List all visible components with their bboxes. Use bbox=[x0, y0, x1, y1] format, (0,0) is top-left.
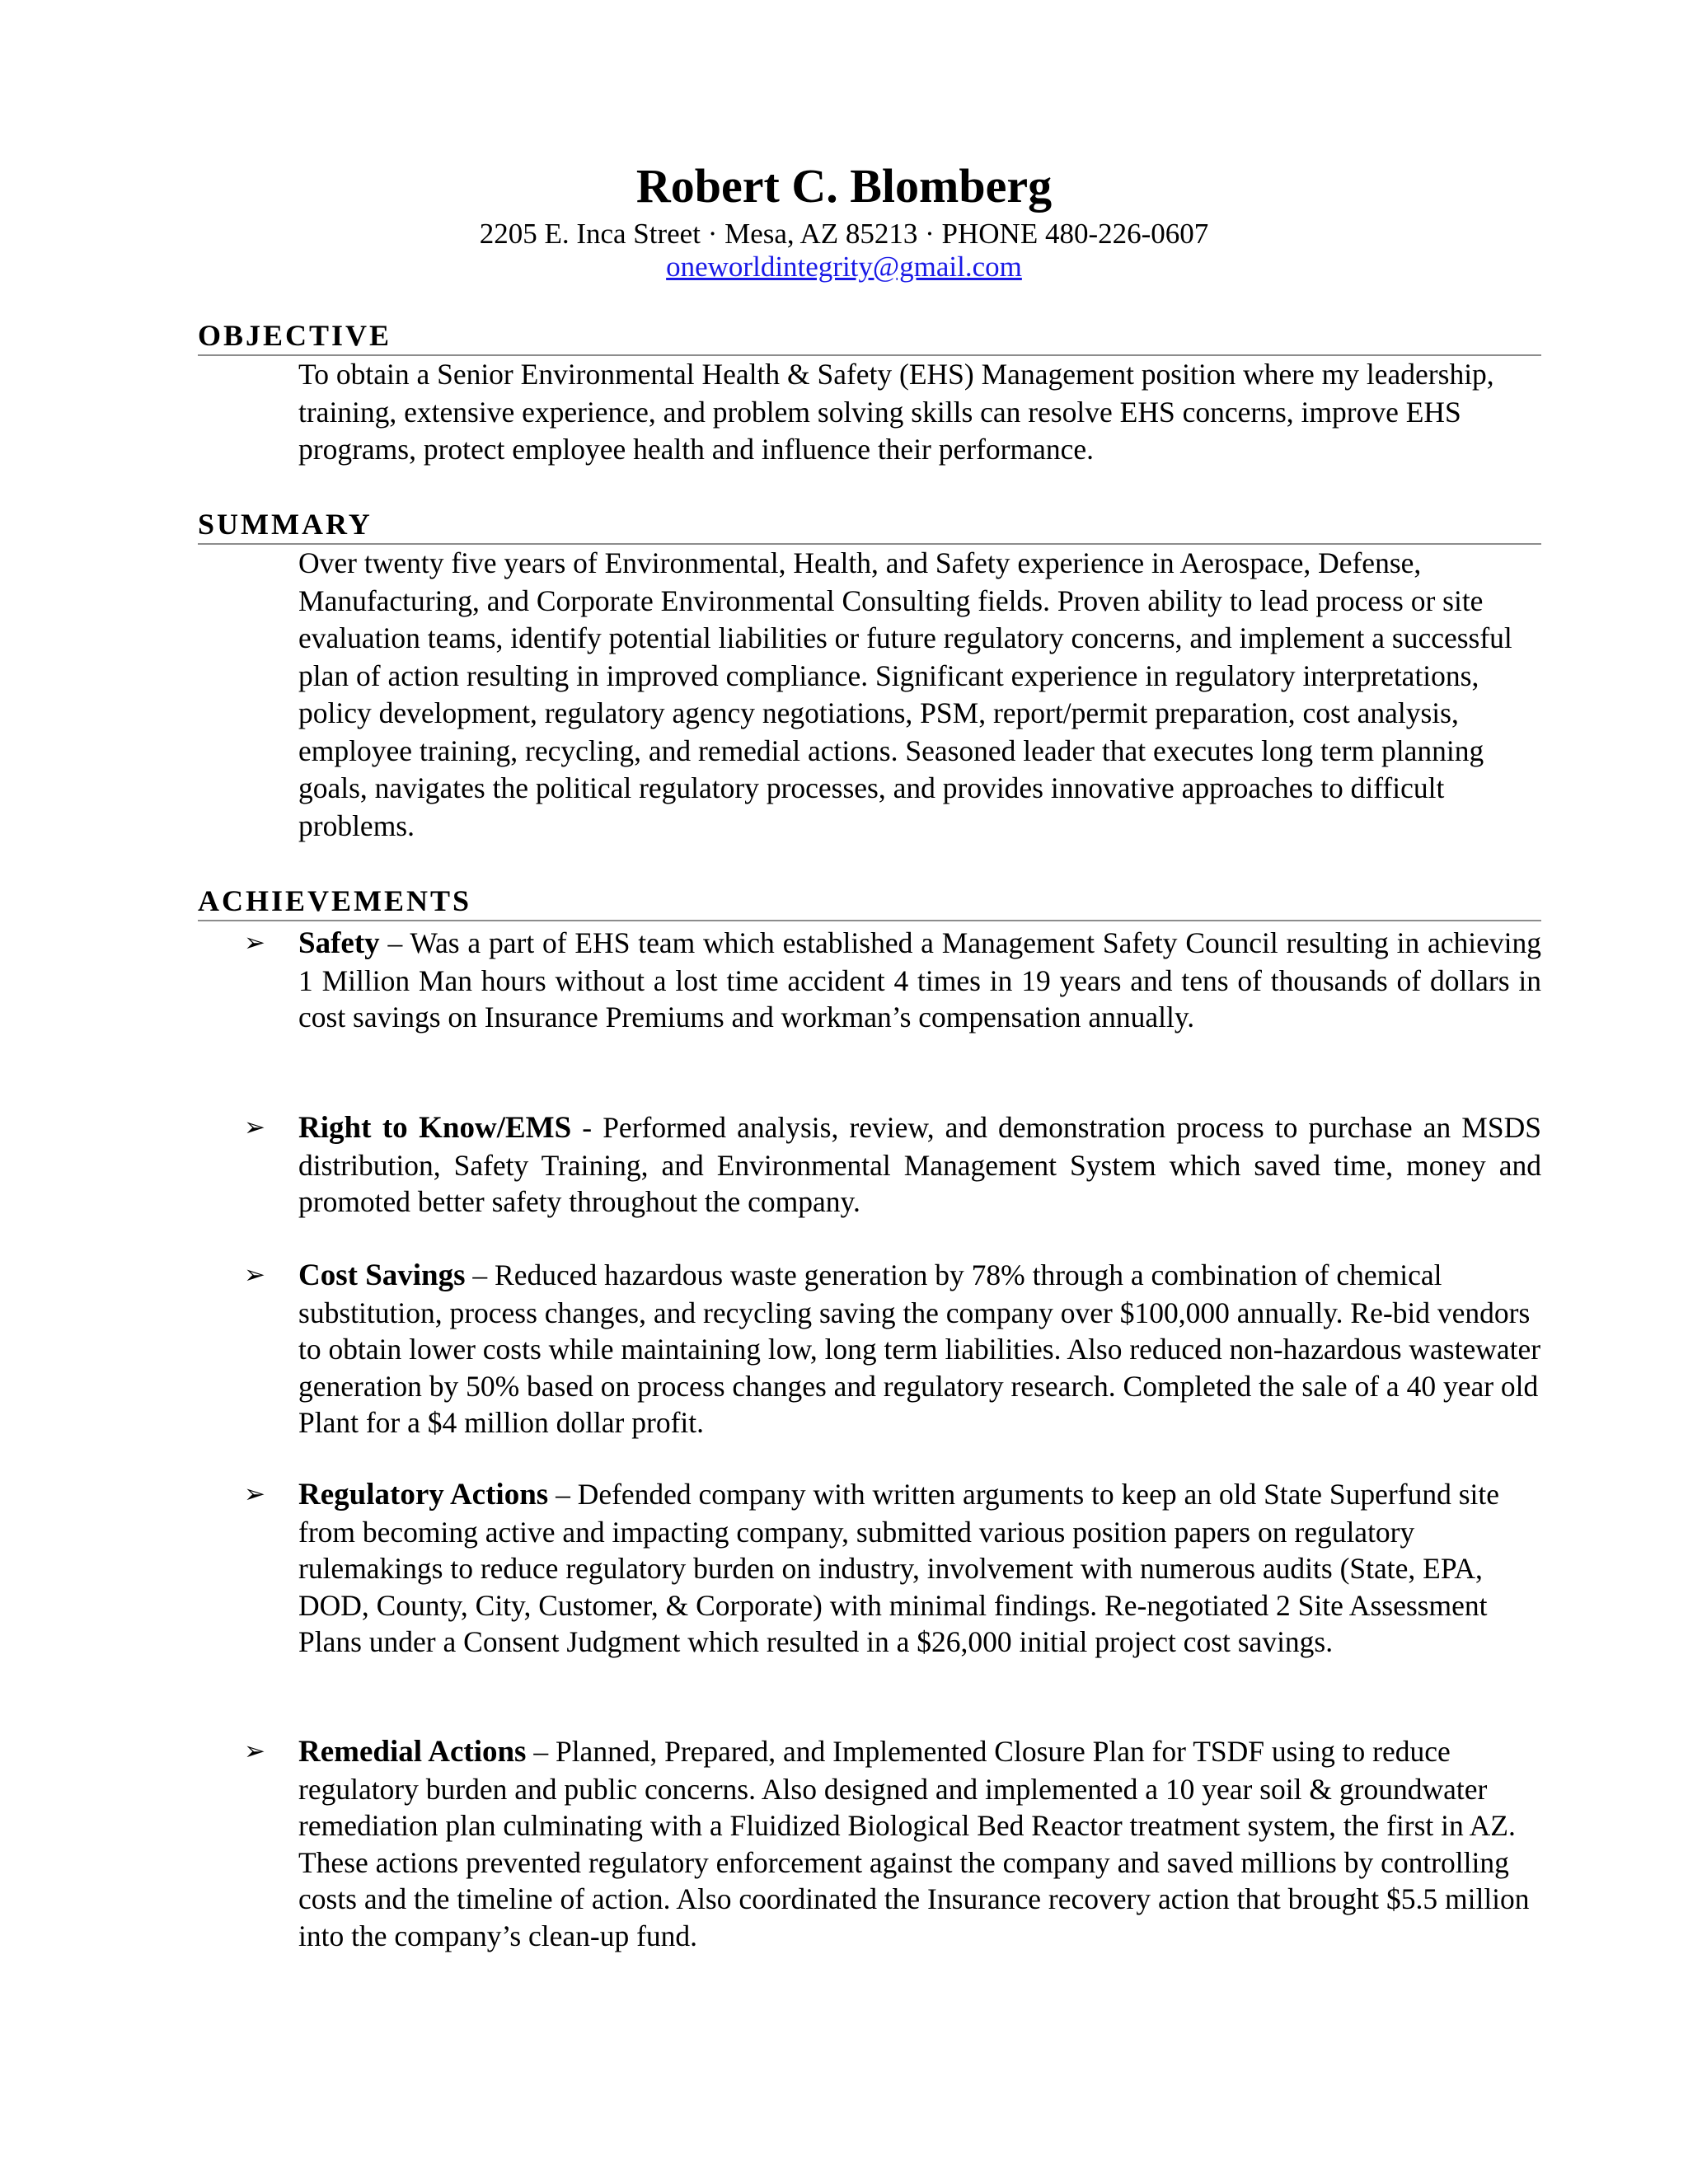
achievement-body bbox=[298, 925, 1541, 1036]
achievement-text: Reduced hazardous waste generation by 78% through a combination of chemical substitution, process changes, and recycling saving the company over $100,000 annually. Re-bid vendors to obtain lower costs while maintaining low, long term liabilities. Also reduced non-hazardous wastewater generation by 50% based on process changes and regulatory research. Completed the sale of a 40 year old Plant for a $4 million dollar profit. bbox=[298, 1258, 1541, 1439]
arrow-bullet-icon: ➢ bbox=[244, 1479, 265, 1509]
achievements-section bbox=[198, 883, 1541, 921]
achievement-title: Remedial Actions bbox=[298, 1735, 527, 1769]
achievement-title: Cost Savings bbox=[298, 1258, 466, 1292]
summary-heading: SUMMARY bbox=[198, 507, 1541, 545]
achievement-separator: – bbox=[465, 1258, 495, 1291]
achievement-body bbox=[298, 1733, 1541, 1954]
achievement-body bbox=[298, 1109, 1541, 1221]
arrow-bullet-icon: ➢ bbox=[244, 1260, 265, 1290]
achievement-text: Defended company with written arguments to keep an old State Superfund site from becoming active and impacting company, submitted various position papers on regulatory rulemakings to reduce regulatory burden on industry, involvement with numerous audits (State, EPA, DOD, County, City, Customer, & Corporate) with minimal findings. Re-negotiated 2 Site Assessment Plans under a Consent Judgment which resulted in a $26,000 initial project cost savings. bbox=[298, 1478, 1499, 1658]
summary-text: Over twenty five years of Environmental, Health, and Safety experience in Aerospace, Defense, Manufacturing, and Corporate Environmental Consulting fields. Proven ability to lead process or site evaluation teams, identify potential liabilities or future regulatory concerns, and implement a successful plan of action resulting in improved compliance. Significant experience in regulatory interpretations, policy development, regulatory agency negotiations, PSM, report/permit preparation, cost analysis, employee training, recycling, and remedial actions. Seasoned leader that executes long term planning goals, navigates the political regulatory processes, and provides innovative approaches to difficult problems. bbox=[298, 546, 1512, 842]
objective-section bbox=[198, 318, 1541, 469]
achievement-separator: – bbox=[379, 926, 410, 959]
arrow-bullet-icon: ➢ bbox=[244, 1113, 265, 1142]
objective-heading: OBJECTIVE bbox=[198, 318, 1541, 356]
achievement-title: Regulatory Actions bbox=[298, 1478, 549, 1511]
arrow-bullet-icon: ➢ bbox=[244, 928, 265, 958]
achievement-body bbox=[298, 1476, 1541, 1661]
contact-line: 2205 E. Inca Street · Mesa, AZ 85213 · PHONE 480-226-0607 bbox=[479, 218, 1209, 250]
achievements-heading: ACHIEVEMENTS bbox=[198, 883, 1541, 921]
achievement-text: Performed analysis, review, and demonstration process to purchase an MSDS distribution, Safety Training, and Environmental Management System which saved time, money and promoted better safety throughout the company. bbox=[298, 1111, 1541, 1218]
achievement-title: Right to Know/EMS bbox=[298, 1111, 572, 1145]
achievement-body bbox=[298, 1257, 1541, 1441]
arrow-bullet-icon: ➢ bbox=[244, 1736, 265, 1766]
summary-section bbox=[198, 507, 1541, 845]
candidate-name: Robert C. Blomberg bbox=[635, 159, 1053, 213]
achievement-text: Planned, Prepared, and Implemented Closure Plan for TSDF using to reduce regulatory burden and public concerns. Also designed and implemented a 10 year soil & groundwater remediation plan culminating with a Fluidized Biological Bed Reactor treatment system, the first in AZ. These actions prevented regulatory enforcement against the company and saved millions by controlling costs and the timeline of action. Also coordinated the Insurance recovery action that brought $5.5 million into the company’s clean-up fund. bbox=[298, 1735, 1530, 1952]
achievement-separator: – bbox=[526, 1735, 556, 1768]
objective-text: To obtain a Senior Environmental Health & Safety (EHS) Management position where my leadership, training, extensive experience, and problem solving skills can resolve EHS concerns, improve EHS programs, protect employee health and influence their performance. bbox=[298, 358, 1494, 466]
email-line bbox=[0, 249, 1688, 285]
achievement-title: Safety bbox=[298, 926, 380, 960]
email-link[interactable]: oneworldintegrity@gmail.com bbox=[666, 251, 1022, 283]
achievement-separator: - bbox=[571, 1111, 603, 1144]
achievement-separator: – bbox=[548, 1478, 578, 1511]
achievement-text: Was a part of EHS team which established a Management Safety Council resulting in achieving 1 Million Man hours without a lost time accident 4 times in 19 years and tens of thousands of dollars in cost savings on Insurance Premiums and workman’s compensation annually. bbox=[298, 926, 1542, 1033]
